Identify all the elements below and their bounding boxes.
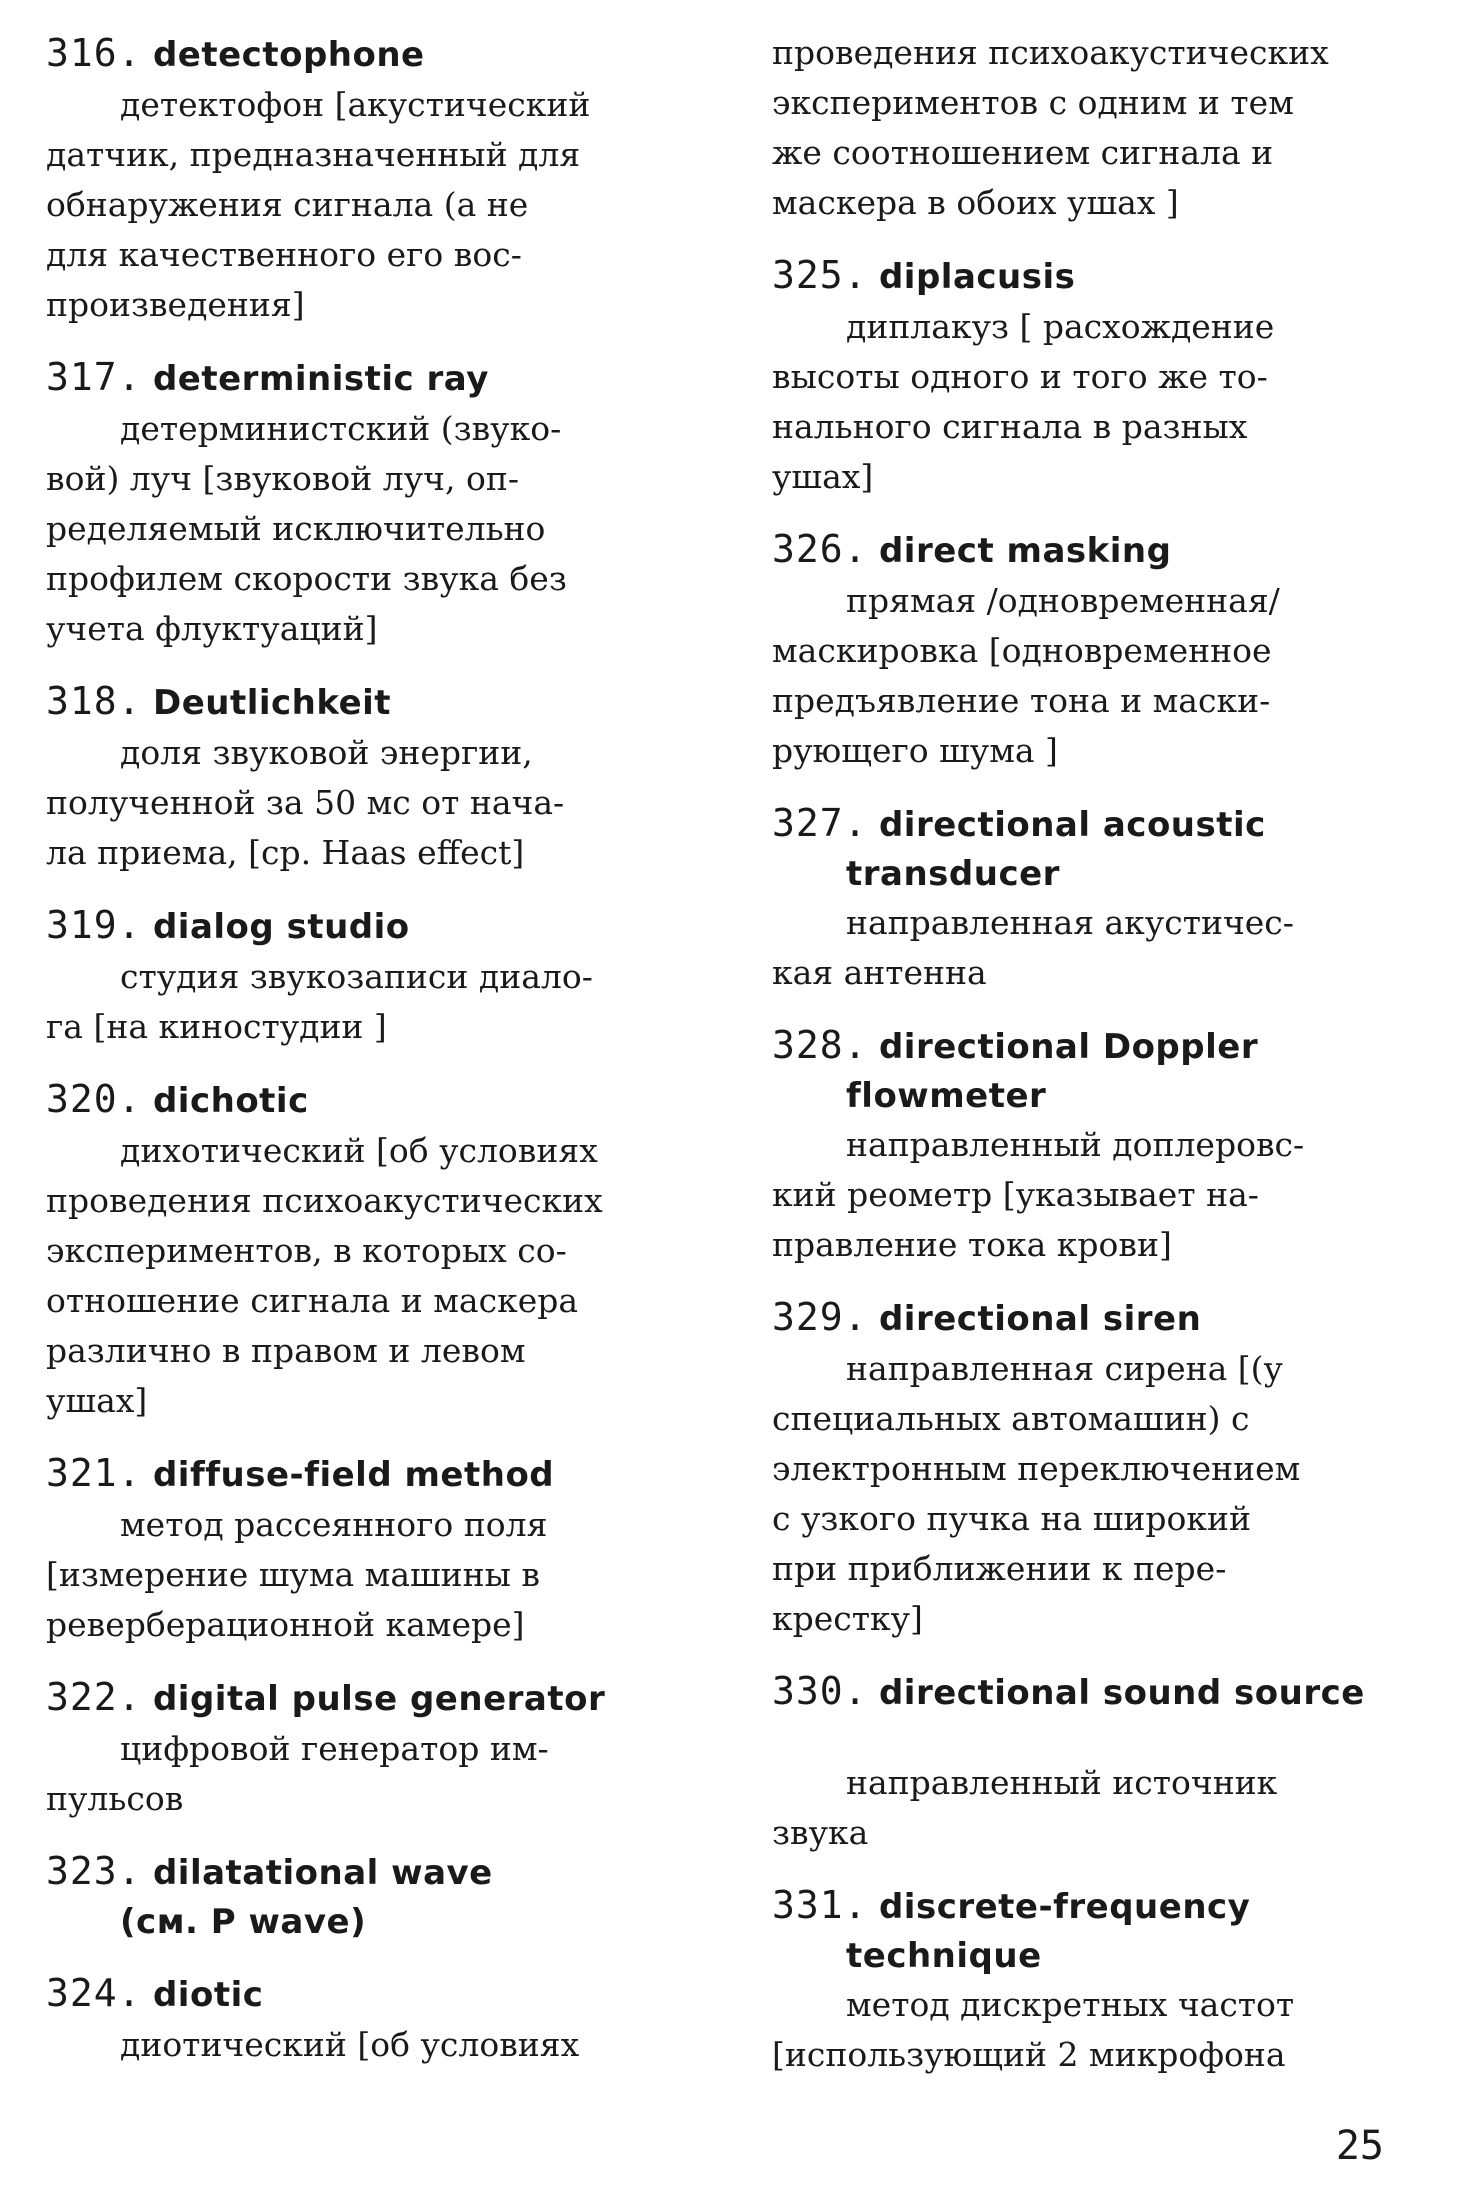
entry-definition <box>46 2020 706 2070</box>
definition-line: различно в правом и левом <box>46 1331 526 1370</box>
definition-line: отношение сигнала и маскера <box>46 1281 579 1320</box>
definition-line: крестку] <box>772 1599 923 1638</box>
definition-line: направленный доплеровс- <box>846 1125 1305 1164</box>
definition-line: доля звуковой энергии, <box>120 733 533 772</box>
definition-line: дихотический [об условиях <box>120 1131 598 1170</box>
entry-heading <box>46 28 706 80</box>
definition-line: диплакуз [ расхождение <box>846 307 1275 346</box>
entry-heading <box>772 1292 1432 1344</box>
entry-definition <box>46 1500 706 1650</box>
entry-term: diffuse-field method <box>152 1455 555 1495</box>
entry-heading <box>46 1846 706 1898</box>
entry-heading <box>46 1968 706 2020</box>
spacer <box>772 1718 1432 1758</box>
definition-line: ушах] <box>46 1381 148 1420</box>
entry-heading <box>46 1448 706 1500</box>
entry-definition <box>772 1120 1432 1270</box>
definition-line: реверберационной камере] <box>46 1605 525 1644</box>
entry-number: 318. <box>46 679 142 723</box>
entry-number: 326. <box>772 527 868 571</box>
entry-number: 327. <box>772 801 868 845</box>
dictionary-entry <box>46 352 706 654</box>
definition-line: пульсов <box>46 1779 184 1818</box>
entry-number: 325. <box>772 253 868 297</box>
definition-line: детерминистский (звуко- <box>120 409 562 448</box>
dictionary-entry <box>46 1074 706 1426</box>
definition-line: диотический [об условиях <box>120 2025 580 2064</box>
definition-line: электронным переключением <box>772 1449 1301 1488</box>
dictionary-entry <box>772 1666 1432 1858</box>
definition-line: студия звукозаписи диало- <box>120 957 593 996</box>
entry-definition <box>46 952 706 1052</box>
entry-heading <box>46 1672 706 1724</box>
entry-term: Deutlichkeit <box>152 683 392 723</box>
entry-term: directional acoustic <box>878 805 1266 845</box>
entry-number: 320. <box>46 1077 142 1121</box>
definition-line: датчик, предназначенный для <box>46 135 581 174</box>
entry-number: 330. <box>772 1669 868 1713</box>
entry-number: 317. <box>46 355 142 399</box>
entry-heading <box>772 524 1432 576</box>
definition-line: метод рассеянного поля <box>120 1505 548 1544</box>
page-number: 25 <box>1335 2123 1384 2169</box>
definition-line: кий реометр [указывает на- <box>772 1175 1259 1214</box>
definition-line: для качественного его вос- <box>46 235 522 274</box>
entry-number: 329. <box>772 1295 868 1339</box>
entry-term: diplacusis <box>878 257 1076 297</box>
entry-term-continued: transducer <box>846 854 1060 894</box>
dictionary-entry <box>772 250 1432 502</box>
entry-number: 319. <box>46 903 142 947</box>
definition-line: звука <box>772 1813 869 1852</box>
entry-term: directional siren <box>878 1299 1202 1339</box>
entry-heading <box>772 1666 1432 1718</box>
definition-line: произведения] <box>46 285 305 324</box>
definition-line: учета флуктуаций] <box>46 609 378 648</box>
definition-line: полученной за 50 мс от нача- <box>46 783 565 822</box>
entry-heading <box>772 798 1432 850</box>
entry-definition <box>772 302 1432 502</box>
entry-number: 324. <box>46 1971 142 2015</box>
definition-line: маскировка [одновременное <box>772 631 1272 670</box>
entry-heading <box>46 900 706 952</box>
definition-line: высоты одного и того же то- <box>772 357 1268 396</box>
entry-term: deterministic ray <box>152 359 489 399</box>
definition-line: с узкого пучка на широкий <box>772 1499 1251 1538</box>
entry-term: detectophone <box>152 35 425 75</box>
definition-line: предъявление тона и маски- <box>772 681 1271 720</box>
entry-number: 323. <box>46 1849 142 1893</box>
entry-term: directional sound source <box>878 1673 1365 1713</box>
entry-definition <box>46 728 706 878</box>
dictionary-entry <box>772 798 1432 998</box>
dictionary-entry <box>46 28 706 330</box>
entry-definition <box>772 898 1432 998</box>
dictionary-entry <box>46 676 706 878</box>
entry-number: 321. <box>46 1451 142 1495</box>
entry-heading <box>772 1880 1432 1932</box>
dictionary-entry <box>46 1448 706 1650</box>
entry-definition <box>772 1758 1432 1858</box>
definition-line: ушах] <box>772 457 874 496</box>
entry-term: directional Doppler <box>878 1027 1259 1067</box>
definition-line: вой) луч [звуковой луч, оп- <box>46 459 519 498</box>
entry-term-continued: technique <box>846 1936 1042 1976</box>
definition-line: [измерение шума машины в <box>46 1555 541 1594</box>
entry-definition <box>772 576 1432 776</box>
right-column <box>772 28 1432 2102</box>
entry-definition <box>772 1980 1432 2080</box>
definition-line: проведения психоакустических <box>772 33 1329 72</box>
entry-term-continued: flowmeter <box>846 1076 1047 1116</box>
definition-line: направленная акустичес- <box>846 903 1294 942</box>
entry-heading <box>46 352 706 404</box>
entry-definition <box>46 80 706 330</box>
dictionary-entry <box>46 1672 706 1824</box>
definition-line: обнаружения сигнала (а не <box>46 185 529 224</box>
entry-number: 331. <box>772 1883 868 1927</box>
dictionary-entry <box>772 1880 1432 2080</box>
entry-definition <box>46 404 706 654</box>
entry-heading <box>772 1020 1432 1072</box>
definition-line: га [на киностудии ] <box>46 1007 387 1046</box>
left-column <box>46 28 706 2092</box>
definition-line: направленный источник <box>846 1763 1278 1802</box>
definition-line: ла приема, [ср. Haas effect] <box>46 833 525 872</box>
definition-line: специальных автомашин) с <box>772 1399 1250 1438</box>
definition-line: [использующий 2 микрофона <box>772 2035 1286 2074</box>
entry-term: dialog studio <box>152 907 410 947</box>
definition-line: проведения психоакустических <box>46 1181 603 1220</box>
definition-line: же соотношением сигнала и <box>772 133 1274 172</box>
entry-number: 322. <box>46 1675 142 1719</box>
definition-line: цифровой генератор им- <box>120 1729 549 1768</box>
entry-number: 316. <box>46 31 142 75</box>
dictionary-entry <box>46 1846 706 1946</box>
entry-number: 328. <box>772 1023 868 1067</box>
continued-definition <box>772 28 1432 228</box>
definition-line: прямая /одновременная/ <box>846 581 1280 620</box>
entry-definition <box>46 1126 706 1426</box>
dictionary-entry <box>772 1020 1432 1270</box>
definition-line: нального сигнала в разных <box>772 407 1248 446</box>
definition-line: правление тока крови] <box>772 1225 1172 1264</box>
entry-term: dilatational wave <box>152 1853 493 1893</box>
definition-line: рующего шума ] <box>772 731 1058 770</box>
dictionary-entry <box>772 524 1432 776</box>
entry-term: dichotic <box>152 1081 309 1121</box>
definition-line: ределяемый исключительно <box>46 509 546 548</box>
dictionary-entry <box>46 900 706 1052</box>
entry-definition <box>772 1344 1432 1644</box>
definition-line: направленная сирена [(у <box>846 1349 1283 1388</box>
definition-line: профилем скорости звука без <box>46 559 567 598</box>
definition-line: при приближении к пере- <box>772 1549 1227 1588</box>
entry-heading <box>46 676 706 728</box>
entry-heading <box>46 1074 706 1126</box>
definition-line: экспериментов с одним и тем <box>772 83 1294 122</box>
definition-line: маскера в обоих ушах ] <box>772 183 1179 222</box>
entry-term-continued: (см. P wave) <box>120 1902 367 1942</box>
entry-definition <box>46 1724 706 1824</box>
dictionary-entry <box>772 1292 1432 1644</box>
entry-heading <box>772 250 1432 302</box>
definition-line: метод дискретных частот <box>846 1985 1295 2024</box>
entry-term: direct masking <box>878 531 1172 571</box>
entry-term: diotic <box>152 1975 264 2015</box>
definition-line: экспериментов, в которых со- <box>46 1231 567 1270</box>
definition-line: детектофон [акустический <box>120 85 591 124</box>
dictionary-entry <box>46 1968 706 2070</box>
entry-term: digital pulse generator <box>152 1679 606 1719</box>
entry-term: discrete-frequency <box>878 1887 1251 1927</box>
definition-line: кая антенна <box>772 953 987 992</box>
